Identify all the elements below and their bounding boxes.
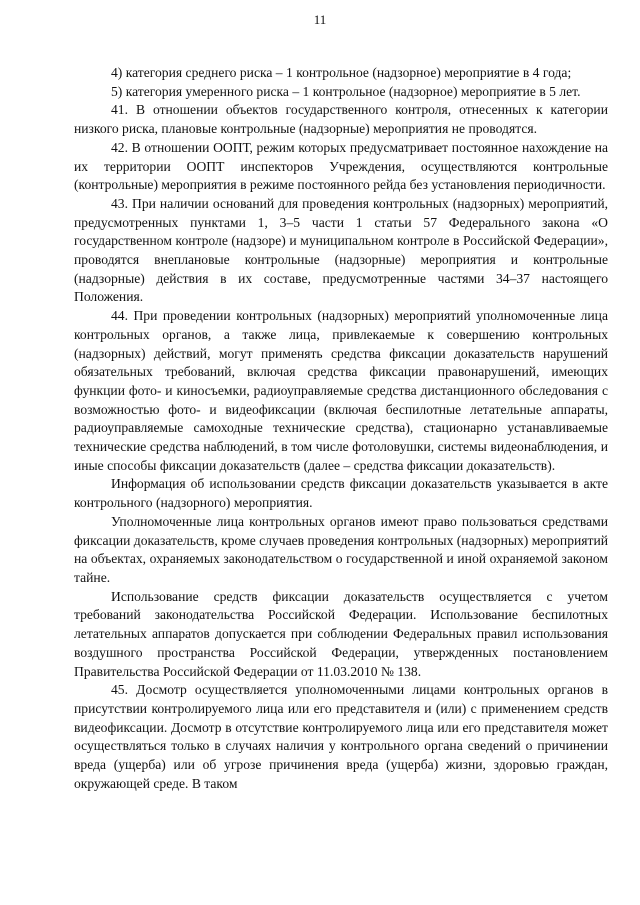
paragraph-risk-moderate: 5) категория умеренного риска – 1 контрольное (надзорное) мероприятие в 5 лет. (111, 83, 581, 99)
paragraph-risk-medium: 4) категория среднего риска – 1 контрольное (надзорное) мероприятие в 4 года; (111, 65, 572, 80)
paragraph-42: 42. В отношении ООПТ, режим которых предусматривает постоянное нахождение на их территории ООПТ инспекторов Учреждения, осуществляются контрольные (контрольные) мероприятия в режиме постоянного рейда без установления периодичности. (74, 139, 608, 193)
paragraph-45: 45. Досмотр осуществляется уполномоченными лицами контрольных органов в присутствии контролируемого лица или его представителя и (или) с применением средств видеофиксации. Досмотр в отсутствие контролируемого лица или его представителя может осуществляться только в случаях наличия у контрольного органа сведений о причинении вреда (ущерба) или об угрозе причинения вреда (ущерба) жизни, здоровью граждан, окружающей среде. В таком (74, 682, 608, 791)
paragraph-fixation-rights: Уполномоченные лица контрольных органов имеют право пользоваться средствами фиксации доказательств, кроме случаев проведения контрольных (надзорных) мероприятий на объектах, охраняемых законодательством о государственной и иной охраняемой законом тайне. (74, 513, 609, 585)
paragraph-43: 43. При наличии оснований для проведения контрольных (надзорных) мероприятий, предусмотренных пунктами 1, 3–5 части 1 статьи 57 Федерального закона «О государственном контроле (надзоре) и муниципальном контроле в Российской Федерации», проводятся внеплановые контрольные (надзорные) мероприятия и контрольные (надзорные) действия в их составе, предусмотренные частями 34–37 настоящего Положения. (74, 195, 608, 305)
paragraph-fixation-info: Информация об использовании средств фиксации доказательств указывается в акте контрольного (надзорного) мероприятия. (74, 476, 608, 511)
paragraph-fixation-usage: Использование средств фиксации доказательств осуществляется с учетом требований законодательства Российской Федерации. Использование беспилотных летательных аппаратов допускается при соблюдении Федеральных правил использования воздушного пространства Российской Федерации, утвержденных постановлением Правительства Российской Федерации от 11.03.2010 № 138. (74, 588, 608, 679)
page-number: 11 (313, 12, 327, 27)
paragraph-41: 41. В отношении объектов государственного контроля, отнесенных к категории низкого риска, плановые контрольные (надзорные) мероприятия не проводятся. (74, 102, 608, 137)
paragraph-44: 44. При проведении контрольных (надзорных) мероприятий уполномоченные лица контрольных органов, а также лица, привлекаемые к совершению контрольных (надзорных) действий, могут применять средства фиксации доказательств нарушений обязательных требований, включая средства фиксации правонарушений, имеющих функции фото- и киносъемки, радиоуправляемые средства дистанционного обследования с возможностью фото- и видеофиксации (включая беспилотные летательные аппараты, радиоуправляемые самоходные технические средства), стационарно устанавливаемые технические средства наблюдений, в том числе фотоловушки, системы видеонаблюдения, и иные способы фиксации доказательств (далее – средства фиксации доказательств). (74, 308, 608, 473)
document-body (74, 64, 608, 793)
